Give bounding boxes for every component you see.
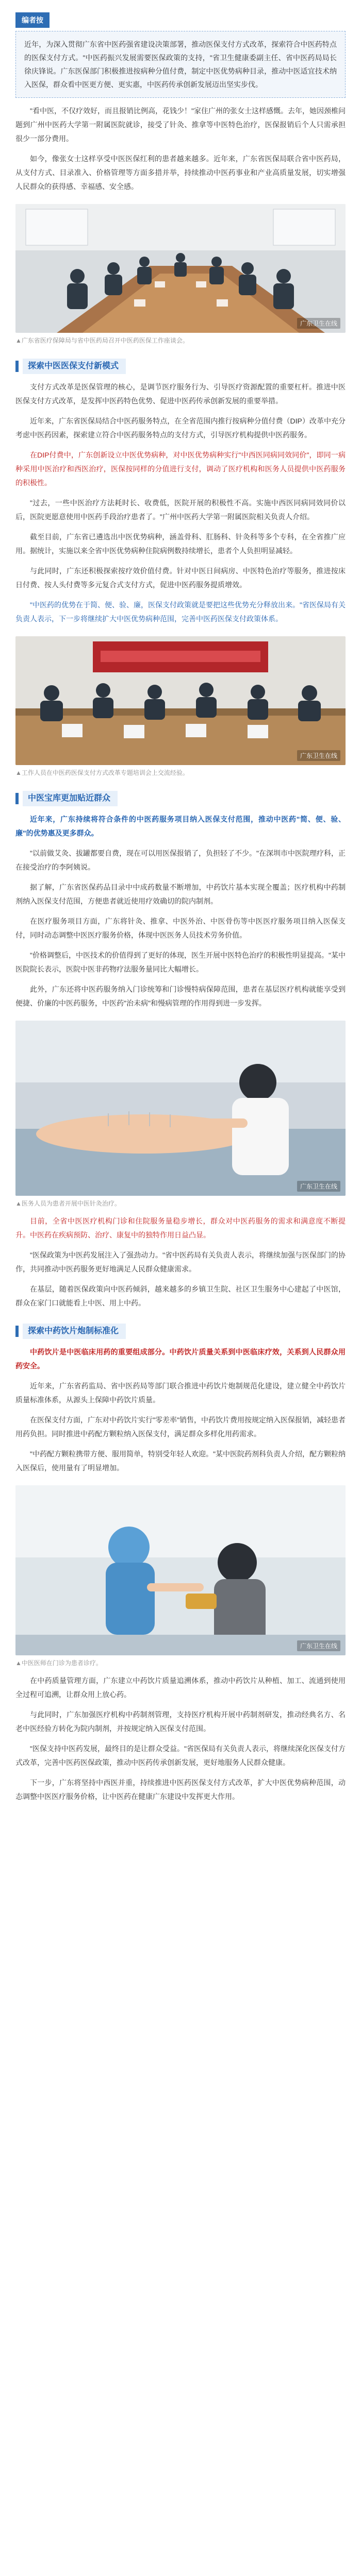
paragraph: "医保政策为中医药发展注入了强劲动力。"省中医药局有关负责人表示，将继续加强与医保部门的协作，共同推动中医药服务更好地满足人民群众健康需求。 — [15, 1251, 346, 1273]
section-heading-tcm-access — [15, 791, 346, 806]
section-heading-label: 探索中医医保支付新模式 — [23, 359, 126, 374]
figure-meeting-photo — [15, 204, 346, 345]
watermark-label: 广东卫生在线 — [297, 1640, 340, 1651]
section-heading-label: 中医宝库更加贴近群众 — [23, 791, 118, 806]
meeting-room-illustration — [15, 204, 346, 333]
figure-caption: ▲中医医师在门诊为患者诊疗。 — [15, 1659, 102, 1667]
section-heading-bar — [15, 1326, 19, 1337]
paragraph: 近年来，广东省医保局结合中医药服务特点，在全省范围内推行按病种分值付费（DIP）改革中充分考虑中医药因素，探索建立符合中医药服务特点的支付方式，引导医疗机构提供中医药服务。 — [15, 417, 346, 439]
paragraph: 截至目前，广东省已遴选出中医优势病种，涵盖骨科、肛肠科、针灸科等多个专科，在全省推广应用。据统计，实施以来全省中医优势病种住院病例数持续增长，患者个人负担明显减轻。 — [15, 533, 346, 555]
top-spacer — [0, 0, 361, 7]
paragraph: 在医疗服务项目方面，广东将针灸、推拿、中医外治、中医骨伤等中医医疗服务项目纳入医保支付，同时动态调整中医医疗服务价格，体现中医医务人员技术劳务价值。 — [15, 917, 346, 939]
section-heading-payment-mode — [15, 359, 346, 374]
meeting-photo — [15, 204, 346, 333]
figure-caption: ▲广东省医疗保障局与省中医药局召开中医药医保工作座谈会。 — [15, 337, 189, 344]
paragraph: 近年来，广东省药监局、省中医药局等部门联合推进中药饮片炮制规范化建设，建立健全中药饮片质量标准体系，从源头上保障中药饮片质量。 — [15, 1382, 346, 1404]
section-heading-label: 探索中药饮片炮制标准化 — [23, 1324, 126, 1339]
figure-training-photo — [15, 636, 346, 777]
paragraph: "看中医，不仅疗效好，而且报销比例高，花钱少！"家住广州的张女士这样感慨。去年，她因颈椎问题到广州中医药大学第一附属医院就诊，接受了针灸、推拿等中医特色治疗，医保报销后个人只需承担很少一部分费用。 — [15, 107, 346, 143]
section-heading-herbal-standard — [15, 1324, 346, 1339]
training-room-illustration — [15, 636, 346, 765]
paragraph: 据了解，广东省医保药品目录中中成药数量不断增加，中药饮片基本实现全覆盖；医疗机构中药制剂纳入医保支付范围，方便患者就近使用疗效确切的院内制剂。 — [15, 883, 346, 905]
paragraph: 此外，广东还将中医药服务纳入门诊统筹和门诊慢特病保障范围，患者在基层医疗机构就能享受到便捷、价廉的中医药服务，中医药"治未病"和慢病管理的作用得到进一步发挥。 — [15, 985, 346, 1007]
watermark-label: 广东卫生在线 — [297, 1181, 340, 1192]
article-body — [0, 104, 361, 1804]
paragraph: 在医保支付方面，广东对中药饮片实行"零差率"销售，中药饮片费用按规定纳入医保报销，减轻患者用药负担。同时推进中药配方颗粒纳入医保支付，满足群众多样化用药需求。 — [15, 1416, 346, 1438]
paragraph: 在中药质量管理方面，广东建立中药饮片质量追溯体系，推动中药饮片从种植、加工、流通到使用全过程可追溯，让群众用上放心药。 — [15, 1676, 346, 1699]
treatment-illustration — [15, 1021, 346, 1196]
editor-note-tag: 编者按 — [15, 12, 50, 28]
paragraph: "中药配方颗粒携带方便、服用简单，特别受年轻人欢迎。"某中医院药剂科负责人介绍，配方颗粒纳入医保后，使用量有了明显增加。 — [15, 1450, 346, 1472]
training-photo — [15, 636, 346, 765]
figure-treatment-photo — [15, 1021, 346, 1208]
paragraph: "以前做艾灸、拔罐都要自费，现在可以用医保报销了，负担轻了不少。"在深圳市中医院理疗科，正在接受治疗的李阿姨说。 — [15, 849, 346, 871]
paragraph: 下一步，广东将坚持中西医并重，持续推进中医药医保支付方式改革，扩大中医优势病种范围，动态调整中医医疗服务价格，让中医药在健康广东建设中发挥更大作用。 — [15, 1778, 346, 1801]
clinic-illustration — [15, 1485, 346, 1655]
paragraph: "医保支持中医药发展，最终目的是让群众受益。"省医保局有关负责人表示，将继续深化医保支付方式改革，完善中医药医保政策，推动中医药传承创新发展，更好地服务人民群众健康。 — [15, 1744, 346, 1767]
figure-caption: ▲工作人员在中医药医保支付方式改革专题培训会上交流经验。 — [15, 769, 189, 776]
section-heading-bar — [15, 793, 19, 804]
figure-clinic-photo — [15, 1485, 346, 1668]
paragraph-lead: 中药饮片是中医临床用药的重要组成部分。中药饮片质量关系到中医临床疗效，关系到人民群众用药安全。 — [15, 1348, 346, 1370]
paragraph: 如今，像张女士这样享受中医医保红利的患者越来越多。近年来，广东省医保局联合省中医药局，从支付方式、目录准入、价格管理等方面多措并举，持续推动中医药事业和产业高质量发展，切实增强人民群众的获得感、幸福感、安全感。 — [15, 155, 346, 191]
paragraph: "价格调整后，中医技术的价值得到了更好的体现，医生开展中医特色治疗的积极性明显提高。"某中医院院长表示，医院中医非药物疗法服务量同比大幅增长。 — [15, 951, 346, 973]
treatment-photo — [15, 1021, 346, 1196]
paragraph-lead: 近年来，广东持续将符合条件的中医药服务项目纳入医保支付范围，推动中医药"简、便、验、廉"的优势惠及更多群众。 — [15, 815, 346, 837]
paragraph: "过去，一些中医治疗方法耗时长、收费低，医院开展的积极性不高。实施中西医同病同效同价以后，医院更愿意使用中医药手段治疗患者了。"广州中医药大学第一附属医院相关负责人介绍。 — [15, 499, 346, 521]
watermark-label: 广东卫生在线 — [297, 318, 340, 329]
paragraph-highlight: 在DIP付费中，广东创新设立中医优势病种，对中医优势病种实行"中西医同病同效同价"，即同一病种采用中医治疗和西医治疗，医保按同样的分值进行支付，调动了医疗机构和医务人员提供中医药服务的积极性。 — [15, 451, 346, 487]
paragraph: 支付方式改革是医保管理的核心，是调节医疗服务行为、引导医疗资源配置的重要杠杆。推进中医医保支付方式改革，是发挥中医药特色优势、促进中医药传承创新发展的重要举措。 — [15, 383, 346, 405]
watermark-label: 广东卫生在线 — [297, 750, 340, 761]
editor-note-box: 近年，为深入贯彻广东省中医药强省建设决策部署，推动医保支付方式改革，探索符合中医药特点的医保支付方式。"中医药振兴发展需要医保政策的支持，"省卫生健康委副主任、省中医药局局长徐庆锋说。广东医保部门积极推进按病种分值付费，制定中医优势病种目录，推动中医适宜技术纳入医保，群众看中医更方便、更实惠，中医药传承创新发展迈出坚实步伐。 — [15, 31, 346, 98]
paragraph-highlight: "中医药的优势在于简、便、验、廉，医保支付政策就是要把这些优势充分释放出来。"省医保局有关负责人表示，下一步将继续扩大中医优势病种范围，完善中医药医保支付政策体系。 — [15, 601, 346, 623]
paragraph: 在基层，随着医保政策向中医药倾斜，越来越多的乡镇卫生院、社区卫生服务中心建起了中医馆，群众在家门口就能看上中医、用上中药。 — [15, 1285, 346, 1307]
clinic-photo — [15, 1485, 346, 1655]
paragraph: 与此同时，广东加强医疗机构中药制剂管理，支持医疗机构开展中药制剂研发，推动经典名方、名老中医经验方转化为院内制剂，并按规定纳入医保支付范围。 — [15, 1710, 346, 1733]
section-heading-bar — [15, 361, 19, 372]
paragraph: 与此同时，广东还积极探索按疗效价值付费。针对中医日间病房、中医特色治疗等服务，推进按床日付费、按人头付费等多元复合式支付方式，促进中医药服务提质增效。 — [15, 567, 346, 589]
figure-caption: ▲医务人员为患者开展中医针灸治疗。 — [15, 1200, 121, 1207]
paragraph-highlight: 目前，全省中医医疗机构门诊和住院服务量稳步增长，群众对中医药服务的需求和满意度不断提升。中医药在疾病预防、治疗、康复中的独特作用日益凸显。 — [15, 1217, 346, 1239]
